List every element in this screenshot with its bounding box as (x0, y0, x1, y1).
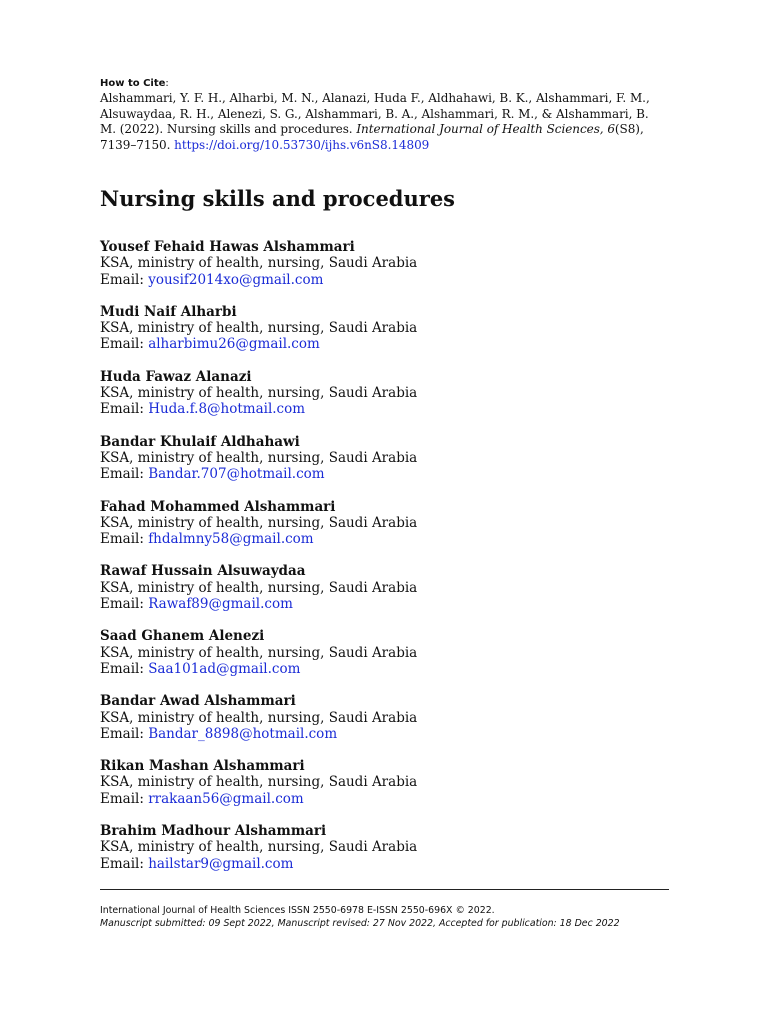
author-affiliation: KSA, ministry of health, nursing, Saudi Arabia (100, 839, 418, 856)
author-affiliation: KSA, ministry of health, nursing, Saudi Arabia (100, 579, 418, 596)
author-name: Yousef Fehaid Hawas Alshammari (100, 239, 355, 255)
author-block (100, 693, 670, 742)
author-affiliation: KSA, ministry of health, nursing, Saudi Arabia (100, 514, 418, 531)
citation-doi-link[interactable]: https://doi.org/10.53730/ijhs.v6nS8.14809 (174, 137, 430, 152)
author-name: Rawaf Hussain Alsuwaydaa (100, 563, 306, 580)
author-block (100, 499, 670, 548)
paper-page (100, 77, 670, 888)
author-email-link[interactable]: Bandar_8898@hotmail.com (148, 725, 338, 742)
author-email-line: Email: Saa101ad@gmail.com (100, 660, 301, 677)
author-name: Fahad Mohammed Alshammari (100, 498, 336, 515)
author-name: Huda Fawaz Alanazi (100, 368, 252, 385)
author-block (100, 239, 670, 288)
author-name: Mudi Naif Alharbi (100, 303, 237, 320)
footer-journal-line: International Journal of Health Sciences ISSN 2550-6978 E-ISSN 2550-696X © 2022. (100, 905, 495, 916)
author-email-link[interactable]: yousif2014xo@gmail.com (148, 271, 324, 288)
author-email-line: Email: Huda.f.8@hotmail.com (100, 401, 306, 418)
author-affiliation: KSA, ministry of health, nursing, Saudi Arabia (100, 320, 418, 337)
author-name: Rikan Mashan Alshammari (100, 758, 305, 775)
author-email-line: Email: alharbimu26@gmail.com (100, 336, 320, 353)
author-block (100, 563, 670, 612)
author-name: Bandar Khulaif Aldhahawi (100, 433, 300, 450)
author-block (100, 369, 670, 418)
author-email-line: Email: yousif2014xo@gmail.com (100, 271, 324, 288)
author-affiliation: KSA, ministry of health, nursing, Saudi Arabia (100, 255, 418, 272)
author-email-link[interactable]: alharbimu26@gmail.com (148, 336, 320, 353)
author-email-line: Email: Rawaf89@gmail.com (100, 596, 293, 613)
author-block (100, 628, 670, 677)
author-email-line: Email: fhdalmny58@gmail.com (100, 531, 314, 548)
author-name: Saad Ghanem Alenezi (100, 628, 265, 645)
author-affiliation: KSA, ministry of health, nursing, Saudi Arabia (100, 385, 418, 402)
citation-authors: Alshammari, Y. F. H., Alharbi, M. N., Alanazi, Huda F., Aldhahawi, B. K., Alshammari, F. M., Alsuwaydaa, R. H., Alenezi, S. G., Alshammari, B. A., Alshammari, R. M., & Alshammari, B. M. (2022). Nursing skills and procedures. (100, 91, 650, 136)
author-email-link[interactable]: Bandar.707@hotmail.com (148, 466, 325, 483)
citation-issue-pages: (S8), 7139–7150. (100, 122, 644, 152)
author-block (100, 823, 670, 872)
author-email-line: Email: hailstar9@gmail.com (100, 855, 294, 872)
author-block (100, 434, 670, 483)
author-affiliation: KSA, ministry of health, nursing, Saudi Arabia (100, 774, 418, 791)
author-email-link[interactable]: rrakaan56@gmail.com (148, 790, 304, 807)
author-email-link[interactable]: fhdalmny58@gmail.com (148, 531, 314, 548)
author-affiliation: KSA, ministry of health, nursing, Saudi Arabia (100, 709, 418, 726)
author-email-line: Email: rrakaan56@gmail.com (100, 790, 304, 807)
author-email-link[interactable]: Huda.f.8@hotmail.com (148, 401, 306, 418)
author-name: Brahim Madhour Alshammari (100, 823, 327, 840)
paper-title: Nursing skills and procedures (100, 186, 456, 211)
author-name: Bandar Awad Alshammari (100, 693, 296, 710)
author-email-link[interactable]: Rawaf89@gmail.com (148, 596, 293, 613)
page-footer (100, 904, 700, 930)
author-list (100, 239, 670, 872)
citation-journal: International Journal of Health Sciences, 6 (356, 122, 615, 136)
author-email-link[interactable]: hailstar9@gmail.com (148, 855, 294, 872)
author-affiliation: KSA, ministry of health, nursing, Saudi Arabia (100, 449, 418, 466)
how-to-cite-label: How to Cite: (100, 78, 169, 89)
author-email-line: Email: Bandar_8898@hotmail.com (100, 725, 338, 742)
author-block (100, 304, 670, 353)
author-affiliation: KSA, ministry of health, nursing, Saudi Arabia (100, 644, 418, 661)
citation-text (100, 91, 660, 153)
author-email-link[interactable]: Saa101ad@gmail.com (148, 660, 301, 677)
author-block (100, 758, 670, 807)
author-email-line: Email: Bandar.707@hotmail.com (100, 466, 325, 483)
footer-divider (100, 889, 669, 890)
footer-dates-line: Manuscript submitted: 09 Sept 2022, Manuscript revised: 27 Nov 2022, Accepted for publication: 18 Dec 2022 (100, 918, 620, 929)
